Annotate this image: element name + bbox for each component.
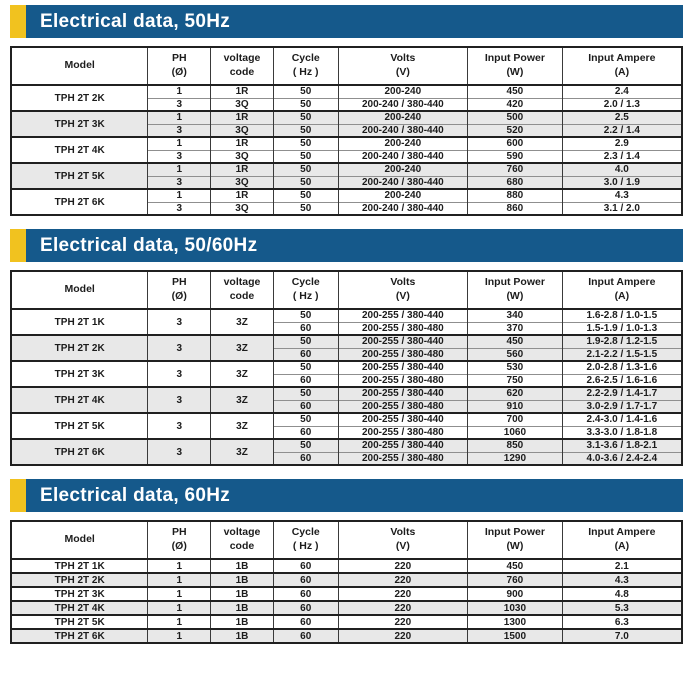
cell-input-ampere: 2.0 / 1.3 <box>562 98 682 111</box>
cell-cycle: 50 <box>273 111 338 124</box>
cell-input-ampere: 3.1-3.6 / 1.8-2.1 <box>562 439 682 452</box>
cell-ph: 3 <box>148 202 211 215</box>
banner-bar <box>26 5 683 38</box>
cell-cycle: 60 <box>273 348 338 361</box>
table-row <box>11 189 682 202</box>
accent-square-icon <box>10 229 26 262</box>
cell-input-power: 1060 <box>468 426 563 439</box>
cell-input-ampere: 7.0 <box>562 629 682 643</box>
cell-input-power: 590 <box>468 150 563 163</box>
section-title: Electrical data, 60Hz <box>40 484 231 506</box>
cell-input-ampere: 2.1-2.2 / 1.5-1.5 <box>562 348 682 361</box>
cell-voltage-code: 1R <box>211 189 274 202</box>
cell-voltage-code: 1R <box>211 85 274 98</box>
cell-voltage-code: 1B <box>211 573 274 587</box>
cell-volts: 220 <box>338 559 468 573</box>
electrical-table-60hz <box>10 520 683 644</box>
cell-volts: 200-240 <box>338 111 468 124</box>
table-row <box>11 85 682 98</box>
cell-volts: 220 <box>338 587 468 601</box>
cell-input-power: 450 <box>468 85 563 98</box>
cell-ph: 3 <box>148 413 211 439</box>
cell-voltage-code: 1B <box>211 559 274 573</box>
cell-input-ampere: 3.0-2.9 / 1.7-1.7 <box>562 400 682 413</box>
cell-cycle: 50 <box>273 163 338 176</box>
cell-cycle: 60 <box>273 629 338 643</box>
section-title: Electrical data, 50/60Hz <box>40 234 258 256</box>
cell-input-power: 600 <box>468 137 563 150</box>
header-line-1: PH <box>171 52 187 65</box>
cell-ph: 1 <box>148 137 211 150</box>
cell-voltage-code: 1R <box>211 163 274 176</box>
cell-model: TPH 2T 5K <box>11 615 148 629</box>
table-row <box>11 335 682 348</box>
section-banner <box>10 479 683 512</box>
cell-volts: 200-240 / 380-440 <box>338 98 468 111</box>
cell-ph: 1 <box>148 601 211 615</box>
header-line-2: (W) <box>506 290 524 302</box>
cell-model: TPH 2T 2K <box>11 573 148 587</box>
electrical-table-50-60hz <box>10 270 683 466</box>
cell-cycle: 50 <box>273 176 338 189</box>
cell-input-ampere: 3.3-3.0 / 1.8-1.8 <box>562 426 682 439</box>
cell-volts: 200-240 / 380-440 <box>338 124 468 137</box>
cell-ph: 3 <box>148 124 211 137</box>
cell-voltage-code: 3Z <box>211 309 274 335</box>
accent-square-icon <box>10 5 26 38</box>
cell-cycle: 50 <box>273 137 338 150</box>
cell-input-ampere: 4.3 <box>562 189 682 202</box>
column-header-ph <box>148 521 211 559</box>
cell-input-ampere: 2.6-2.5 / 1.6-1.6 <box>562 374 682 387</box>
cell-ph: 3 <box>148 361 211 387</box>
column-header-model <box>11 521 148 559</box>
cell-input-ampere: 2.9 <box>562 137 682 150</box>
column-header-ph <box>148 47 211 85</box>
header-line-2: (V) <box>395 66 410 78</box>
header-line-1: Cycle <box>291 526 320 539</box>
cell-input-ampere: 2.3 / 1.4 <box>562 150 682 163</box>
cell-cycle: 60 <box>273 400 338 413</box>
cell-input-power: 850 <box>468 439 563 452</box>
cell-ph: 3 <box>148 439 211 465</box>
table-row <box>11 413 682 426</box>
cell-input-power: 910 <box>468 400 563 413</box>
column-header-input-power <box>468 521 563 559</box>
cell-ph: 1 <box>148 111 211 124</box>
cell-ph: 1 <box>148 587 211 601</box>
cell-input-power: 1290 <box>468 452 563 465</box>
cell-input-ampere: 1.9-2.8 / 1.2-1.5 <box>562 335 682 348</box>
header-row <box>11 521 682 559</box>
table-row <box>11 615 682 629</box>
section-title: Electrical data, 50Hz <box>40 10 231 32</box>
cell-input-ampere: 2.1 <box>562 559 682 573</box>
cell-ph: 1 <box>148 189 211 202</box>
table-row <box>11 587 682 601</box>
table-row <box>11 573 682 587</box>
column-header-voltage-code <box>211 521 274 559</box>
cell-cycle: 60 <box>273 601 338 615</box>
cell-input-power: 340 <box>468 309 563 322</box>
cell-volts: 200-240 <box>338 189 468 202</box>
cell-model: TPH 2T 3K <box>11 111 148 137</box>
cell-input-ampere: 1.6-2.8 / 1.0-1.5 <box>562 309 682 322</box>
cell-cycle: 60 <box>273 374 338 387</box>
header-line-1: Model <box>64 283 95 296</box>
table-row <box>11 163 682 176</box>
header-line-2: ( Hz ) <box>292 290 319 302</box>
cell-ph: 1 <box>148 573 211 587</box>
cell-input-ampere: 2.4-3.0 / 1.4-1.6 <box>562 413 682 426</box>
cell-input-power: 1500 <box>468 629 563 643</box>
cell-input-ampere: 3.1 / 2.0 <box>562 202 682 215</box>
header-line-2: (Ø) <box>171 66 187 78</box>
column-header-input-power <box>468 271 563 309</box>
cell-model: TPH 2T 5K <box>11 163 148 189</box>
section-banner <box>10 229 683 262</box>
header-line-1: voltage <box>223 276 261 289</box>
cell-input-ampere: 2.0-2.8 / 1.3-1.6 <box>562 361 682 374</box>
cell-volts: 200-255 / 380-440 <box>338 335 468 348</box>
cell-volts: 200-255 / 380-440 <box>338 439 468 452</box>
header-line-1: Volts <box>390 52 416 65</box>
cell-input-power: 760 <box>468 163 563 176</box>
accent-square-icon <box>10 479 26 512</box>
cell-volts: 200-255 / 380-480 <box>338 426 468 439</box>
cell-input-power: 1030 <box>468 601 563 615</box>
cell-voltage-code: 3Z <box>211 335 274 361</box>
cell-input-ampere: 4.3 <box>562 573 682 587</box>
header-line-2: (A) <box>614 540 630 552</box>
cell-volts: 200-255 / 380-440 <box>338 387 468 400</box>
header-line-2: ( Hz ) <box>292 66 319 78</box>
cell-volts: 200-255 / 380-480 <box>338 400 468 413</box>
cell-input-power: 900 <box>468 587 563 601</box>
cell-input-power: 700 <box>468 413 563 426</box>
header-line-2: code <box>229 540 255 552</box>
cell-input-power: 1300 <box>468 615 563 629</box>
cell-volts: 200-240 / 380-440 <box>338 202 468 215</box>
cell-volts: 200-255 / 380-480 <box>338 322 468 335</box>
cell-cycle: 60 <box>273 426 338 439</box>
column-header-cycle <box>273 47 338 85</box>
cell-ph: 3 <box>148 150 211 163</box>
cell-ph: 1 <box>148 615 211 629</box>
header-line-1: Volts <box>390 526 416 539</box>
header-line-2: (Ø) <box>171 540 187 552</box>
cell-input-power: 860 <box>468 202 563 215</box>
cell-cycle: 50 <box>273 98 338 111</box>
cell-input-ampere: 4.8 <box>562 587 682 601</box>
cell-model: TPH 2T 6K <box>11 439 148 465</box>
cell-model: TPH 2T 2K <box>11 85 148 111</box>
cell-input-power: 450 <box>468 335 563 348</box>
column-header-voltage-code <box>211 271 274 309</box>
cell-input-power: 560 <box>468 348 563 361</box>
cell-input-ampere: 4.0-3.6 / 2.4-2.4 <box>562 452 682 465</box>
header-line-1: Input Power <box>484 52 545 65</box>
cell-cycle: 60 <box>273 559 338 573</box>
cell-volts: 200-255 / 380-480 <box>338 452 468 465</box>
cell-cycle: 50 <box>273 189 338 202</box>
cell-volts: 200-255 / 380-440 <box>338 361 468 374</box>
cell-cycle: 50 <box>273 361 338 374</box>
cell-input-ampere: 4.0 <box>562 163 682 176</box>
table-row <box>11 629 682 643</box>
cell-model: TPH 2T 4K <box>11 137 148 163</box>
cell-ph: 3 <box>148 309 211 335</box>
cell-voltage-code: 1R <box>211 111 274 124</box>
cell-input-power: 680 <box>468 176 563 189</box>
cell-voltage-code: 3Q <box>211 98 274 111</box>
cell-model: TPH 2T 4K <box>11 601 148 615</box>
section-50hz <box>10 5 683 216</box>
cell-volts: 220 <box>338 615 468 629</box>
cell-voltage-code: 3Z <box>211 439 274 465</box>
cell-voltage-code: 1R <box>211 137 274 150</box>
electrical-table-50hz <box>10 46 683 216</box>
column-header-input-ampere <box>562 271 682 309</box>
cell-input-power: 500 <box>468 111 563 124</box>
cell-model: TPH 2T 6K <box>11 629 148 643</box>
cell-model: TPH 2T 4K <box>11 387 148 413</box>
cell-ph: 3 <box>148 98 211 111</box>
header-line-1: Cycle <box>291 276 320 289</box>
table-row <box>11 387 682 400</box>
banner-bar <box>26 229 683 262</box>
cell-cycle: 50 <box>273 335 338 348</box>
cell-cycle: 60 <box>273 587 338 601</box>
cell-input-power: 620 <box>468 387 563 400</box>
cell-voltage-code: 3Z <box>211 387 274 413</box>
cell-volts: 220 <box>338 629 468 643</box>
header-line-2: (Ø) <box>171 290 187 302</box>
cell-input-power: 420 <box>468 98 563 111</box>
header-line-1: Model <box>64 59 95 72</box>
table-row <box>11 439 682 452</box>
header-row <box>11 271 682 309</box>
header-line-1: Input Ampere <box>588 52 656 65</box>
header-line-1: Input Power <box>484 526 545 539</box>
header-line-2: (W) <box>506 66 524 78</box>
cell-cycle: 50 <box>273 124 338 137</box>
cell-voltage-code: 3Q <box>211 176 274 189</box>
cell-model: TPH 2T 1K <box>11 309 148 335</box>
cell-cycle: 50 <box>273 202 338 215</box>
header-line-2: code <box>229 66 255 78</box>
section-banner <box>10 5 683 38</box>
cell-volts: 220 <box>338 601 468 615</box>
cell-input-power: 880 <box>468 189 563 202</box>
column-header-cycle <box>273 271 338 309</box>
cell-input-ampere: 2.2 / 1.4 <box>562 124 682 137</box>
banner-bar <box>26 479 683 512</box>
section-50-60hz <box>10 229 683 466</box>
cell-cycle: 50 <box>273 150 338 163</box>
cell-cycle: 50 <box>273 309 338 322</box>
header-line-1: voltage <box>223 526 261 539</box>
cell-volts: 200-240 <box>338 85 468 98</box>
cell-voltage-code: 1B <box>211 587 274 601</box>
column-header-ph <box>148 271 211 309</box>
cell-input-power: 760 <box>468 573 563 587</box>
table-row <box>11 559 682 573</box>
cell-input-ampere: 2.4 <box>562 85 682 98</box>
header-line-1: PH <box>171 526 187 539</box>
cell-voltage-code: 1B <box>211 615 274 629</box>
column-header-model <box>11 47 148 85</box>
cell-cycle: 60 <box>273 573 338 587</box>
cell-cycle: 60 <box>273 615 338 629</box>
cell-voltage-code: 3Q <box>211 150 274 163</box>
cell-voltage-code: 3Z <box>211 413 274 439</box>
header-line-1: PH <box>171 276 187 289</box>
cell-input-power: 370 <box>468 322 563 335</box>
cell-model: TPH 2T 3K <box>11 587 148 601</box>
header-line-2: (V) <box>395 540 410 552</box>
column-header-volts <box>338 521 468 559</box>
cell-input-power: 520 <box>468 124 563 137</box>
table-row <box>11 137 682 150</box>
column-header-input-ampere <box>562 47 682 85</box>
column-header-model <box>11 271 148 309</box>
column-header-volts <box>338 47 468 85</box>
column-header-volts <box>338 271 468 309</box>
cell-ph: 1 <box>148 629 211 643</box>
header-line-1: Volts <box>390 276 416 289</box>
cell-model: TPH 2T 5K <box>11 413 148 439</box>
header-line-1: Input Ampere <box>588 276 656 289</box>
cell-input-power: 450 <box>468 559 563 573</box>
column-header-input-ampere <box>562 521 682 559</box>
column-header-input-power <box>468 47 563 85</box>
header-line-2: (V) <box>395 290 410 302</box>
cell-cycle: 50 <box>273 387 338 400</box>
cell-input-ampere: 2.2-2.9 / 1.4-1.7 <box>562 387 682 400</box>
cell-cycle: 50 <box>273 413 338 426</box>
header-line-1: Cycle <box>291 52 320 65</box>
cell-input-power: 750 <box>468 374 563 387</box>
cell-model: TPH 2T 2K <box>11 335 148 361</box>
cell-input-ampere: 3.0 / 1.9 <box>562 176 682 189</box>
header-line-2: ( Hz ) <box>292 540 319 552</box>
cell-cycle: 60 <box>273 322 338 335</box>
table-row <box>11 601 682 615</box>
header-row <box>11 47 682 85</box>
cell-volts: 200-255 / 380-440 <box>338 413 468 426</box>
cell-input-ampere: 1.5-1.9 / 1.0-1.3 <box>562 322 682 335</box>
cell-volts: 200-240 / 380-440 <box>338 176 468 189</box>
table-row <box>11 111 682 124</box>
cell-input-ampere: 6.3 <box>562 615 682 629</box>
cell-volts: 200-255 / 380-480 <box>338 374 468 387</box>
header-line-1: Input Ampere <box>588 526 656 539</box>
cell-cycle: 50 <box>273 85 338 98</box>
header-line-2: (A) <box>614 290 630 302</box>
cell-volts: 200-255 / 380-480 <box>338 348 468 361</box>
cell-volts: 220 <box>338 573 468 587</box>
cell-voltage-code: 1B <box>211 629 274 643</box>
cell-cycle: 50 <box>273 439 338 452</box>
section-60hz <box>10 479 683 644</box>
cell-voltage-code: 3Q <box>211 202 274 215</box>
cell-volts: 200-240 <box>338 163 468 176</box>
header-line-1: voltage <box>223 52 261 65</box>
header-line-2: code <box>229 290 255 302</box>
column-header-voltage-code <box>211 47 274 85</box>
cell-model: TPH 2T 6K <box>11 189 148 215</box>
cell-volts: 200-240 <box>338 137 468 150</box>
cell-cycle: 60 <box>273 452 338 465</box>
cell-ph: 3 <box>148 387 211 413</box>
table-row <box>11 309 682 322</box>
cell-voltage-code: 3Q <box>211 124 274 137</box>
cell-voltage-code: 3Z <box>211 361 274 387</box>
header-line-1: Input Power <box>484 276 545 289</box>
cell-input-power: 530 <box>468 361 563 374</box>
cell-ph: 3 <box>148 176 211 189</box>
cell-volts: 200-240 / 380-440 <box>338 150 468 163</box>
column-header-cycle <box>273 521 338 559</box>
cell-input-ampere: 2.5 <box>562 111 682 124</box>
cell-ph: 1 <box>148 163 211 176</box>
cell-model: TPH 2T 3K <box>11 361 148 387</box>
table-row <box>11 361 682 374</box>
cell-model: TPH 2T 1K <box>11 559 148 573</box>
cell-volts: 200-255 / 380-440 <box>338 309 468 322</box>
cell-ph: 1 <box>148 559 211 573</box>
header-line-2: (A) <box>614 66 630 78</box>
cell-ph: 1 <box>148 85 211 98</box>
cell-input-ampere: 5.3 <box>562 601 682 615</box>
cell-voltage-code: 1B <box>211 601 274 615</box>
header-line-2: (W) <box>506 540 524 552</box>
header-line-1: Model <box>64 533 95 546</box>
cell-ph: 3 <box>148 335 211 361</box>
